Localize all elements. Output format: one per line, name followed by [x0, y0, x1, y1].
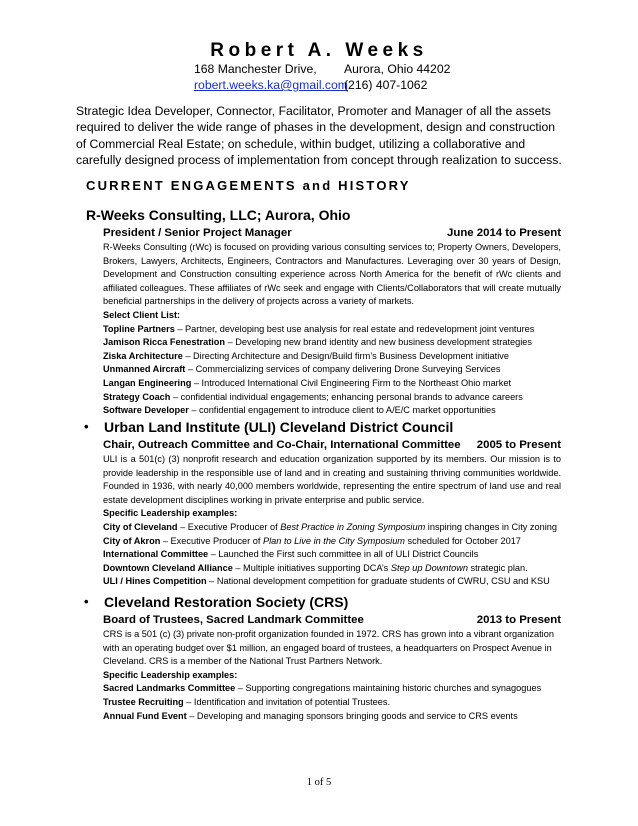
role-line: [103, 614, 561, 626]
list-item: Unmanned Aircraft – Commercializing services of company delivering Drone Surveying Services: [103, 364, 501, 375]
email-link[interactable]: robert.weeks.ka@gmail.com: [194, 78, 348, 92]
org-uli-cleveland: [86, 419, 564, 589]
org-cleveland-restoration-society: [86, 594, 564, 723]
list-item: ULI / Hines Competition – National development competition for graduate students of CWRU, CSU and KSU: [103, 576, 550, 587]
role-line: [103, 439, 561, 451]
list-title: Specific Leadership examples:: [103, 669, 238, 680]
org-description: R-Weeks Consulting (rWc) is focused on providing various consulting services to; Property Owners, Developers, Brokers, Lawyers, Architects, Engineers, Contractors and Manufactures. Leveraging over 30 years of Design, Development and Construction consulting experience across North America for the benefit of rWc clients and affiliated colleagues. These affiliates of rWc seek and engage with Clients/Collaborators that will create mutually beneficial partnerships in the delivery of projects across a variety of markets.: [103, 242, 561, 307]
list-item: Topline Partners – Partner, developing best use analysis for real estate and redevelopment joint ventures: [103, 323, 535, 334]
list-item: International Committee – Launched the First such committee in all of ULI District Councils: [103, 549, 479, 560]
list-item: Annual Fund Event – Developing and managing sponsors bringing goods and service to CRS events: [103, 710, 518, 721]
role-dates: 2005 to Present: [476, 439, 561, 451]
summary-paragraph: Strategic Idea Developer, Connector, Facilitator, Promoter and Manager of all the assets required to deliver the wide range of phases in the development, design and construction of Commercial Real Estate; on schedule, within budget, utilizing a collaborative and carefully designed process of implementation from concept through realization to success.: [76, 104, 562, 167]
street-address: 168 Manchester Drive,: [194, 62, 317, 76]
list-item: Downtown Cleveland Alliance – Multiple initiatives supporting DCA’s Step up Downtown strategic plan.: [103, 562, 528, 573]
list-title: Specific Leadership examples:: [103, 508, 238, 519]
org-name: • Cleveland Restoration Society (CRS): [84, 594, 349, 610]
page-number: 1 of 5: [306, 777, 332, 788]
org-name: R-Weeks Consulting, LLC; Aurora, Ohio: [86, 207, 351, 223]
list-item: Langan Engineering – Introduced International Civil Engineering Firm to the Northeast Ohio market: [103, 377, 511, 388]
role-dates: 2013 to Present: [476, 614, 561, 626]
bullet-icon: •: [84, 594, 89, 609]
org-description: ULI is a 501(c) (3) nonprofit research and education organization supported by its members. Our mission is to provide leadership in the responsible use of land and in creating and sustaining thriving communities worldwide. Founded in 1936, with nearly 40,000 members worldwide, representing the entire spectrum of land use and real estate development disciplines working in private enterprise and public service.: [103, 454, 561, 505]
role-line: [103, 227, 561, 239]
list-item: City of Cleveland – Executive Producer of Best Practice in Zoning Symposium inspiring changes in City zoning: [103, 521, 557, 532]
candidate-name: Robert A. Weeks: [210, 40, 428, 61]
contact-line: [194, 78, 494, 92]
list-item: Sacred Landmarks Committee – Supporting congregations maintaining historic churches and synagogues: [103, 683, 542, 694]
org-rweeks-consulting: [86, 207, 564, 418]
list-title: Select Client List:: [103, 309, 181, 320]
list-item: Trustee Recruiting – Identification and invitation of potential Trustees.: [103, 696, 391, 707]
role-dates: June 2014 to Present: [447, 227, 561, 239]
city-state-zip: Aurora, Ohio 44202: [344, 62, 451, 76]
org-description: CRS is a 501 (c) (3) private non-profit organization founded in 1972. CRS has grown into a vibrant organization with an operating budget over $1 million, an engaged board of trustees, a headquarters on Prospect Avenue in Cleveland. CRS is a member of the National Trust Partners Network.: [103, 629, 554, 667]
list-item: Jamison Ricca Fenestration – Developing new brand identity and new business development strategies: [103, 337, 532, 348]
address-line: [194, 62, 494, 76]
list-item: Ziska Architecture – Directing Architecture and Design/Build firm’s Business Development initiative: [103, 350, 509, 361]
phone-number: (216) 407-1062: [344, 78, 428, 92]
role-title: President / Senior Project Manager: [103, 227, 292, 239]
bullet-icon: •: [84, 419, 89, 434]
list-item: Software Developer – confidential engagement to introduce client to A/E/C market opportunities: [103, 405, 496, 416]
role-title: Board of Trustees, Sacred Landmark Committee: [103, 614, 364, 626]
section-title: CURRENT ENGAGEMENTS and HISTORY: [86, 178, 411, 193]
role-title: Chair, Outreach Committee and Co-Chair, International Committee: [103, 439, 461, 451]
org-name: • Urban Land Institute (ULI) Cleveland District Council: [84, 419, 454, 435]
list-item: City of Akron – Executive Producer of Plan to Live in the City Symposium scheduled for October 2017: [103, 535, 521, 546]
list-item: Strategy Coach – confidential individual engagements; enhancing personal brands to advance careers: [103, 391, 523, 402]
